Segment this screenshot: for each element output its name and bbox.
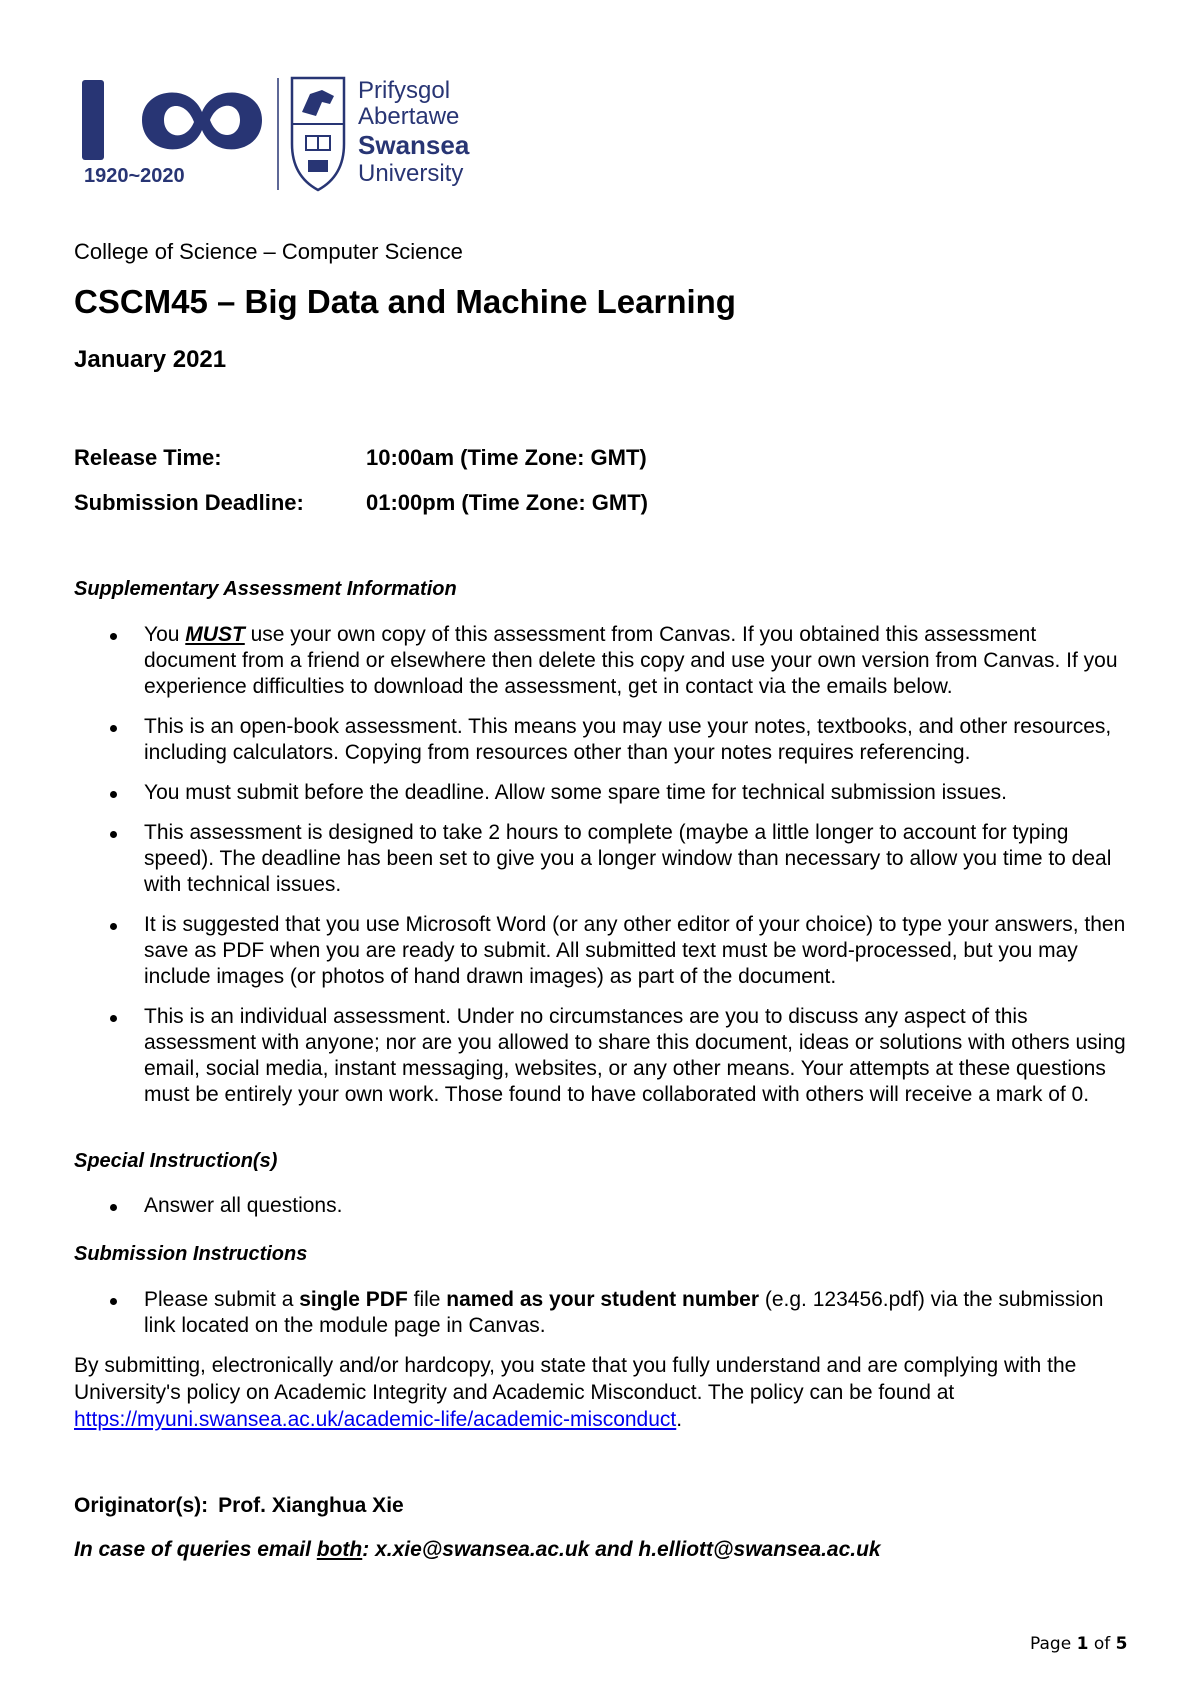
crest-castle-icon <box>308 160 328 172</box>
exam-date: January 2021 <box>74 346 227 373</box>
module-title: CSCM45 – Big Data and Machine Learning <box>74 283 736 320</box>
must-emphasis: MUST <box>185 623 245 646</box>
list-item: This is an individual assessment. Under no circumstances are you to discuss any aspect of this assessment with anyone; nor are you allowed to share this document, ideas or solutions with others using email, social media, instant messaging, websites, or any other means. Your attempts at these questions must be entirely your own work. Those found to have collaborated with others will receive a mark of 0. <box>74 1004 1134 1108</box>
submission-instructions-heading: Submission Instructions <box>74 1243 308 1265</box>
deadline-value: 01:00pm (Time Zone: GMT) <box>366 490 648 515</box>
list-item: You must submit before the deadline. Allow some spare time for technical submission issues. <box>74 780 1134 806</box>
logo-graphic <box>82 72 502 197</box>
special-instructions-heading: Special Instruction(s) <box>74 1150 278 1172</box>
list-item: You MUST use your own copy of this assessment from Canvas. If you obtained this assessment document from a friend or elsewhere then delete this copy and use your own version from Canvas. If you experience difficulties to download the assessment, get in contact via the emails below. <box>74 622 1134 700</box>
academic-misconduct-link[interactable]: https://myuni.swansea.ac.uk/academic-life/academic-misconduct <box>74 1408 677 1431</box>
bullet-icon <box>110 1204 117 1211</box>
list-item: This assessment is designed to take 2 hours to complete (maybe a little longer to account for typing speed). The deadline has been set to give you a longer window than necessary to allow you time to deal with technical issues. <box>74 820 1134 898</box>
page-number: Page 1 of 5 <box>1030 1634 1128 1654</box>
logo-welsh-line2: Abertawe <box>358 103 460 130</box>
college-name: College of Science – Computer Science <box>74 239 463 264</box>
bullet-icon <box>110 1298 117 1305</box>
queries-contact: In case of queries email both: x.xie@swansea.ac.uk and h.elliott@swansea.ac.uk <box>74 1538 881 1561</box>
originator-name: Prof. Xianghua Xie <box>218 1494 404 1517</box>
originator <box>74 1494 404 1518</box>
crest-dragon-icon <box>302 90 334 116</box>
special-instructions-list <box>74 1193 1134 1233</box>
submission-instructions-list <box>74 1287 1134 1353</box>
release-time-value: 10:00am (Time Zone: GMT) <box>366 445 647 470</box>
logo-english-line2: University <box>358 160 464 187</box>
bullet-icon <box>110 831 117 838</box>
release-time-label: Release Time: <box>74 445 222 470</box>
bullet-icon <box>110 725 117 732</box>
logo-digit-one <box>82 80 104 160</box>
list-item: This is an open-book assessment. This means you may use your notes, textbooks, and other resources, including calculators. Copying from resources other than your notes requires referencing. <box>74 714 1134 766</box>
logo-english-line1: Swansea <box>358 130 470 160</box>
list-item: It is suggested that you use Microsoft Word (or any other editor of your choice) to type your answers, then save as PDF when you are ready to submit. All submitted text must be word-processed, but you may include images (or photos of hand drawn images) as part of the document. <box>74 912 1134 990</box>
bullet-icon <box>110 791 117 798</box>
supplementary-heading: Supplementary Assessment Information <box>74 578 457 600</box>
university-logo <box>82 72 502 197</box>
bullet-icon <box>110 633 117 640</box>
policy-statement: By submitting, electronically and/or hardcopy, you state that you fully understand and are complying with the University's policy on Academic Integrity and Academic Misconduct. The policy can be found at https://myuni.swansea.ac.uk/academic-life/academic-misconduct. <box>74 1354 1077 1431</box>
deadline-label: Submission Deadline: <box>74 490 304 515</box>
bullet-icon <box>110 923 117 930</box>
logo-welsh-line1: Prifysgol <box>358 77 451 104</box>
originator-label: Originator(s): <box>74 1494 209 1517</box>
bullet-icon <box>110 1015 117 1022</box>
supplementary-list <box>74 622 1134 1122</box>
list-item: Answer all questions. <box>74 1193 1134 1219</box>
list-item: Please submit a single PDF file named as your student number (e.g. 123456.pdf) via the submission link located on the module page in Canvas. <box>74 1287 1134 1339</box>
logo-infinity-zeros <box>142 92 262 149</box>
logo-years: 1920~2020 <box>84 165 185 187</box>
